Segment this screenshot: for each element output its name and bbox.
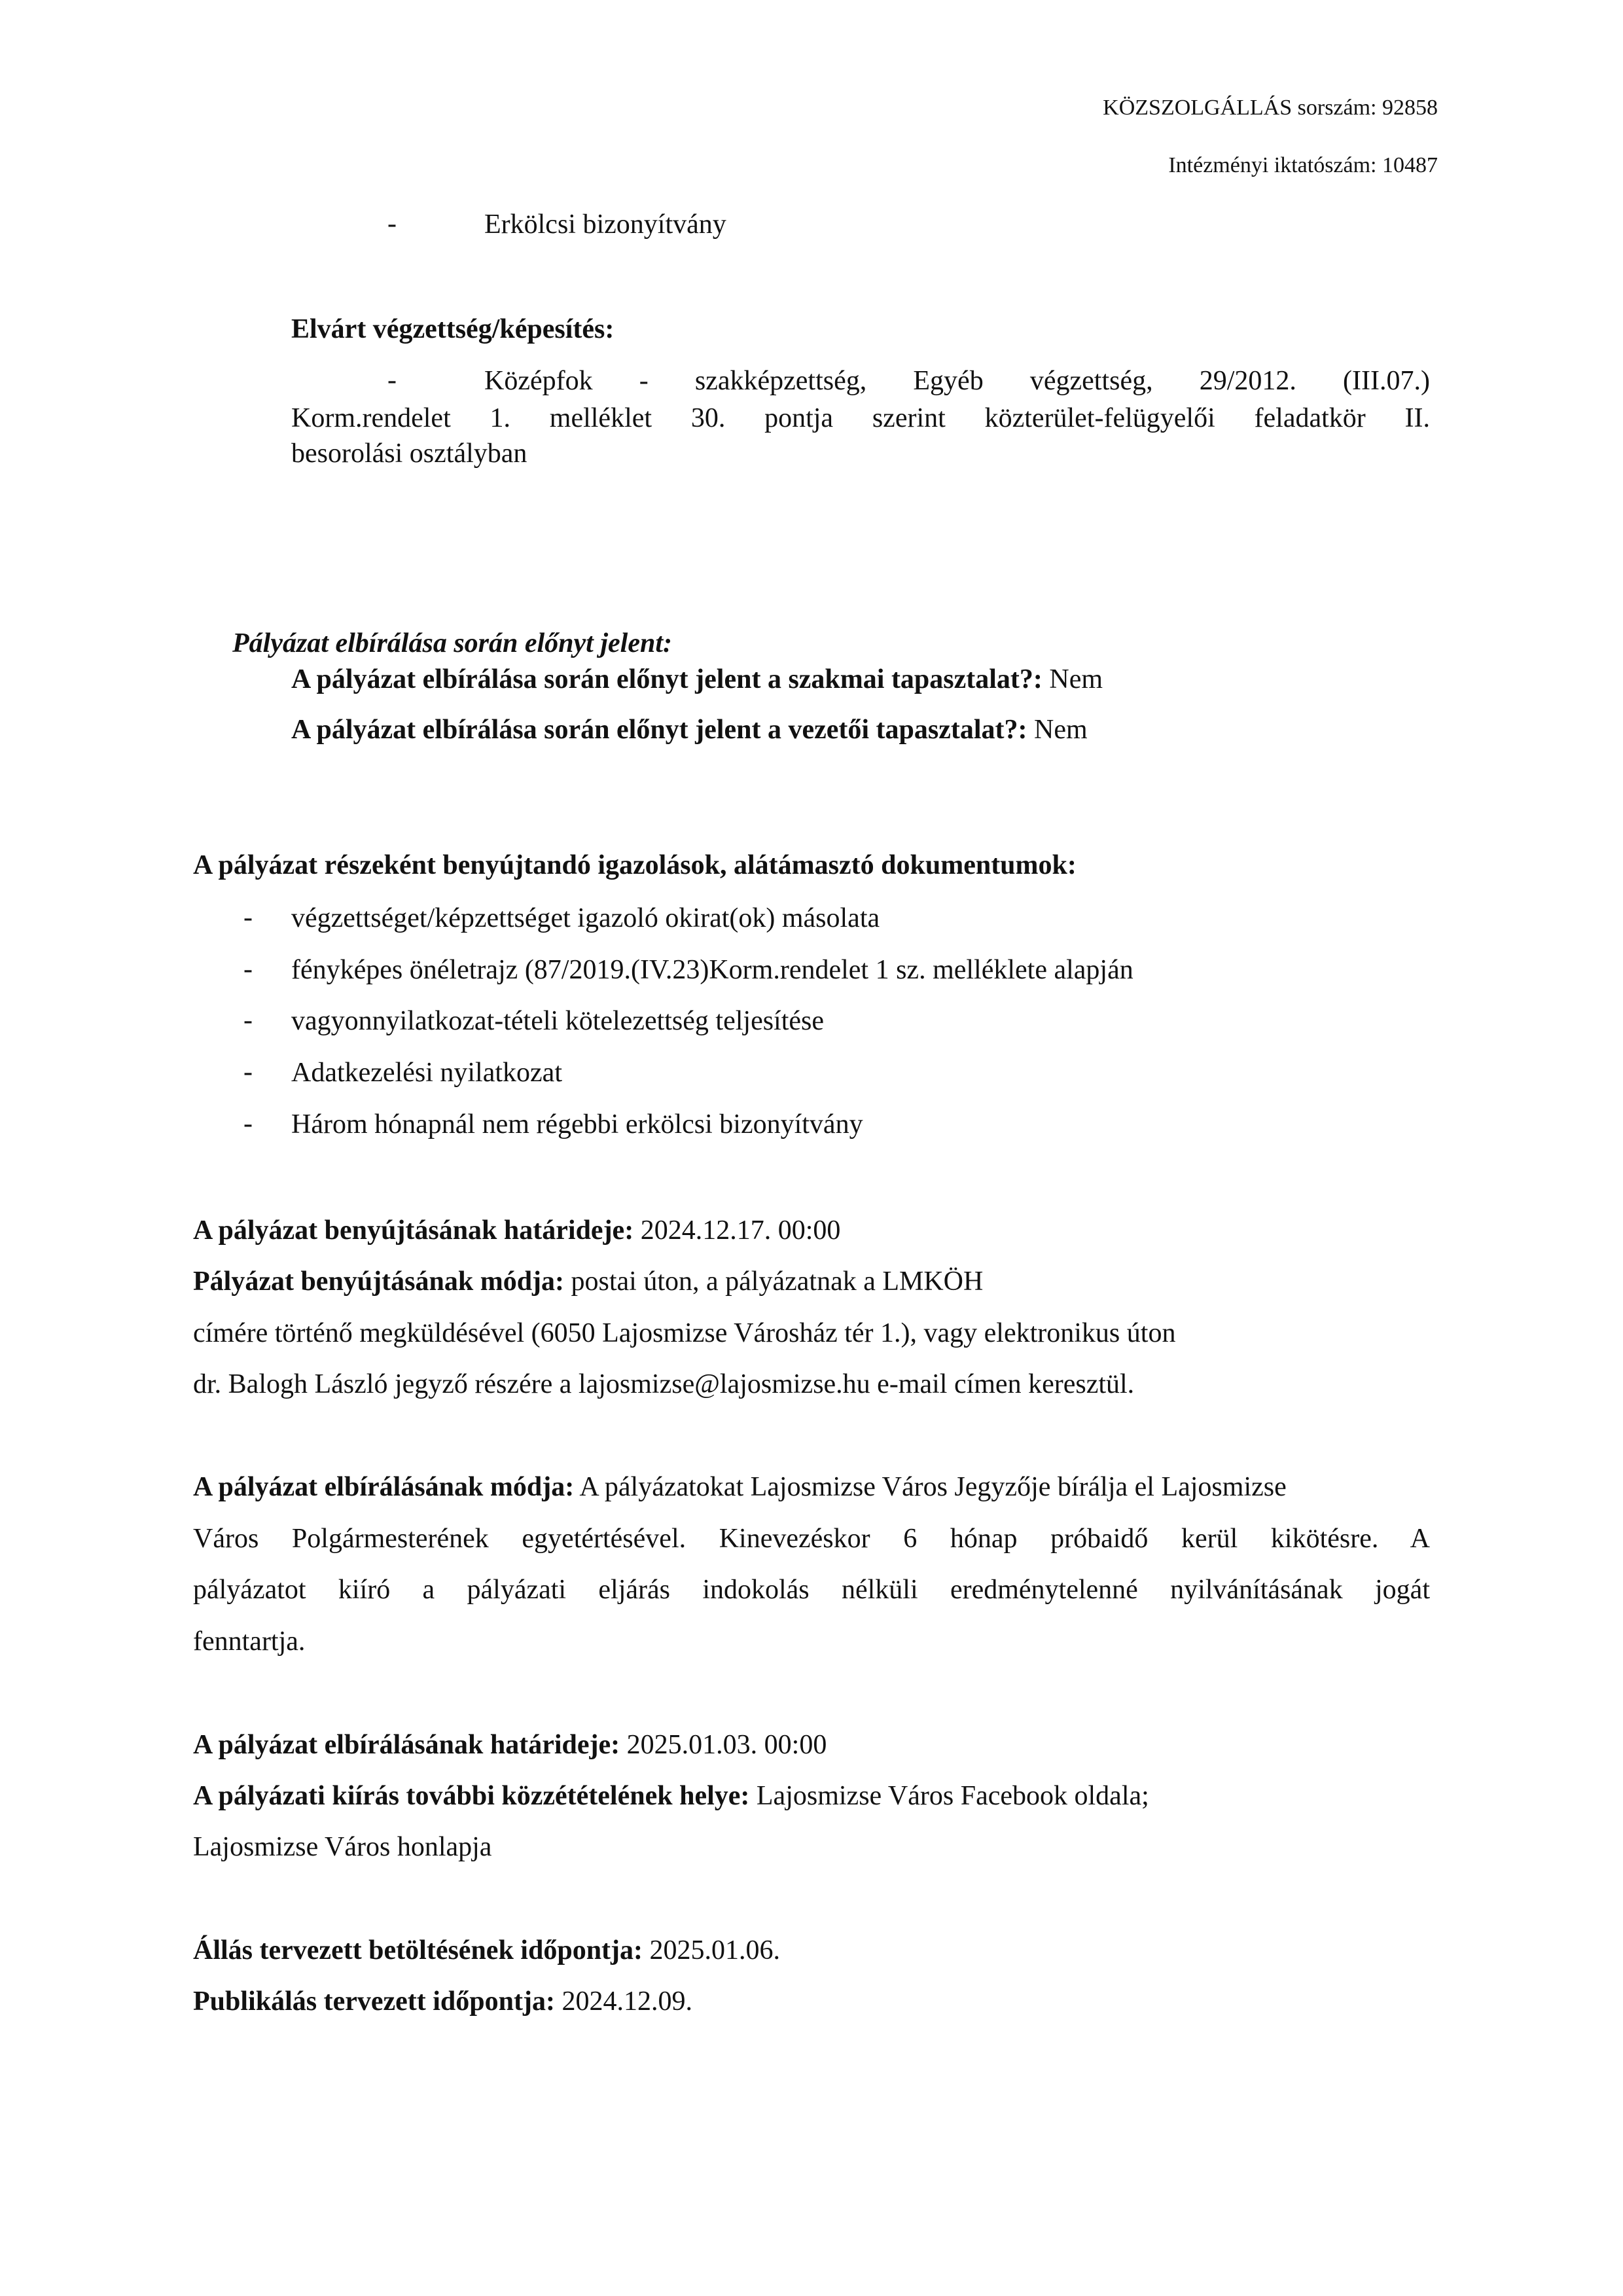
advantage-item (291, 663, 1103, 696)
evaluation-method-line-4: fenntartja. (193, 1626, 306, 1657)
evaluation-deadline-value: 2025.01.03. 00:00 (620, 1730, 827, 1760)
evaluation-deadline (193, 1729, 827, 1761)
advantage-item-value: Nem (1042, 664, 1103, 694)
bullet-dash: - (387, 365, 397, 395)
sorszam: KÖZSZOLGÁLLÁS sorszám: 92858 (1103, 96, 1438, 120)
bullet-dash: - (243, 1005, 253, 1035)
top-item-text: Erkölcsi bizonyítvány (484, 209, 726, 240)
document-item: vagyonnyilatkozat-tételi kötelezettség teljesítése (291, 1006, 825, 1036)
publication-place-label: A pályázati kiírás további közzétételének helye: (193, 1781, 750, 1811)
evaluation-method-label: A pályázat elbírálásának módja: (193, 1472, 575, 1502)
document-item: Három hónapnál nem régebbi erkölcsi bizonyítvány (291, 1109, 863, 1139)
planned-publish-date-value: 2024.12.09. (554, 1986, 692, 2017)
advantage-item-label: A pályázat elbírálása során előnyt jelent a szakmai tapasztalat?: (291, 664, 1043, 694)
submission-method-line-3: dr. Balogh László jegyző részére a lajosmizse@lajosmizse.hu e-mail címen keresztül. (193, 1369, 1135, 1399)
bullet-dash: - (243, 1109, 253, 1139)
submission-method-label: Pályázat benyújtásának módja: (193, 1266, 565, 1297)
bullet-dash: - (387, 209, 397, 239)
submission-method-line-2: címére történő megküldésével (6050 Lajosmizse Városház tér 1.), vagy elektronikus úton (193, 1318, 1176, 1348)
bullet-dash: - (243, 903, 253, 933)
education-line-2: Korm.rendelet 1. melléklet 30. pontja szerint közterület-felügyelői feladatkör II. (291, 403, 1430, 433)
planned-publish-date-label: Publikálás tervezett időpontja: (193, 1986, 555, 2017)
advantage-item-value: Nem (1027, 715, 1088, 745)
submission-deadline-value: 2024.12.17. 00:00 (633, 1215, 841, 1246)
evaluation-method-line-2: Város Polgármesterének egyetértésével. Kinevezéskor 6 hónap próbaidő kerül kikötésre. A (193, 1524, 1430, 1554)
evaluation-method-line-3: pályázatot kiíró a pályázati eljárás indokolás nélküli eredménytelenné nyilvánításának jogát (193, 1575, 1430, 1605)
publication-place-line-2: Lajosmizse Város honlapja (193, 1832, 492, 1862)
submission-method-line-1: postai úton, a pályázatnak a LMKÖH (564, 1266, 984, 1297)
planned-fill-date-value: 2025.01.06. (643, 1935, 781, 1965)
document-item: fényképes önéletrajz (87/2019.(IV.23)Korm.rendelet 1 sz. melléklete alapján (291, 955, 1133, 985)
planned-publish-date (193, 1985, 692, 2018)
advantage-heading: Pályázat elbírálása során előnyt jelent: (232, 628, 672, 658)
evaluation-deadline-label: A pályázat elbírálásának határideje: (193, 1730, 620, 1760)
document-item: végzettséget/képzettséget igazoló okirat(ok) másolata (291, 903, 880, 933)
advantage-item (291, 713, 1088, 746)
advantage-item-label: A pályázat elbírálása során előnyt jelent a vezetői tapasztalat?: (291, 715, 1027, 745)
submission-deadline-label: A pályázat benyújtásának határideje: (193, 1215, 634, 1246)
bullet-dash: - (243, 1057, 253, 1087)
publication-place (193, 1780, 1149, 1812)
document-item: Adatkezelési nyilatkozat (291, 1058, 562, 1088)
submission-deadline (193, 1214, 840, 1247)
education-line-1: Középfok - szakképzettség, Egyéb végzettség, 29/2012. (III.07.) (484, 366, 1430, 396)
submission-method (193, 1265, 983, 1298)
evaluation-method-line-1: A pályázat elbírálásának módja: A pályázatokat Lajosmizse Város Jegyzője bírálja el Lajosmizse (193, 1472, 1287, 1502)
publication-place-line-1: Lajosmizse Város Facebook oldala; (749, 1781, 1149, 1811)
education-heading: Elvárt végzettség/képesítés: (291, 314, 615, 344)
documents-heading: A pályázat részeként benyújtandó igazolások, alátámasztó dokumentumok: (193, 850, 1077, 880)
bullet-dash: - (243, 954, 253, 984)
planned-fill-date-label: Állás tervezett betöltésének időpontja: (193, 1935, 643, 1965)
education-line-3: besorolási osztályban (291, 439, 527, 469)
planned-fill-date (193, 1934, 780, 1967)
iktatoszam: Intézményi iktatószám: 10487 (1168, 153, 1438, 177)
